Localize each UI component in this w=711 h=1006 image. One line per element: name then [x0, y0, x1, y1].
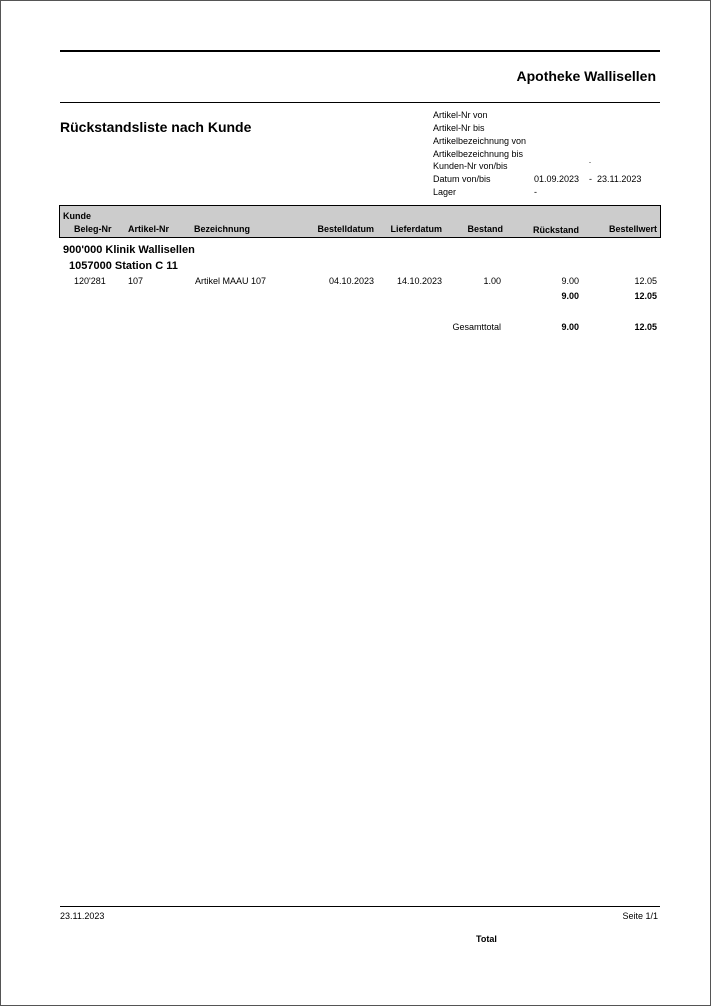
- criteria-label: Kunden-Nr von/bis: [433, 161, 508, 171]
- column-header-bestand: Bestand: [467, 224, 503, 234]
- column-header-beleg: Beleg-Nr: [74, 224, 112, 234]
- subtotal-bestellwert: 12.05: [634, 291, 657, 301]
- criteria-label: Artikel-Nr von: [433, 110, 488, 120]
- subtotal-rueckstand: 9.00: [561, 291, 579, 301]
- grand-total-rueckstand: 9.00: [561, 322, 579, 332]
- grand-total-bestellwert: 12.05: [634, 322, 657, 332]
- criteria-label: Datum von/bis: [433, 174, 491, 184]
- column-header-kunde: Kunde: [63, 211, 91, 221]
- column-header-lieferdatum: Lieferdatum: [390, 224, 442, 234]
- column-header-bestellwert: Bestellwert: [608, 224, 657, 234]
- report-title: Rückstandsliste nach Kunde: [60, 119, 252, 135]
- column-header-bezeichnung: Bezeichnung: [194, 224, 251, 234]
- lager-value: -: [534, 187, 537, 197]
- company-name: Apotheke Wallisellen: [516, 68, 656, 84]
- column-header-artikel: Artikel-Nr: [128, 224, 170, 234]
- kunden-separator: -: [589, 160, 591, 166]
- footer-date: 23.11.2023: [60, 911, 105, 921]
- cell-bezeichnung: Artikel MAAU 107: [195, 276, 267, 286]
- footer-total-label: Total: [476, 934, 497, 944]
- datum-separator: -: [589, 174, 592, 184]
- cell-lieferdatum: 14.10.2023: [396, 276, 442, 286]
- cell-artikel: 107: [128, 276, 144, 286]
- datum-to-value: 23.11.2023: [597, 174, 642, 184]
- station-group-header: 1057000 Station C 11: [69, 260, 178, 272]
- customer-group-header: 900'000 Klinik Wallisellen: [63, 244, 195, 256]
- datum-from-value: 01.09.2023: [534, 174, 580, 184]
- footer-rule: [60, 906, 660, 907]
- criteria-label: Artikel-Nr bis: [433, 123, 485, 133]
- cell-bestellwert: 12.05: [634, 276, 657, 286]
- criteria-label: Artikelbezeichnung bis: [433, 149, 524, 159]
- column-header-bestelldatum: Bestelldatum: [317, 224, 374, 234]
- header-bottom-rule: [60, 102, 660, 103]
- cell-bestelldatum: 04.10.2023: [328, 276, 374, 286]
- cell-beleg: 120'281: [74, 276, 106, 286]
- cell-rueckstand: 9.00: [561, 276, 579, 286]
- header-top-rule: [60, 50, 660, 52]
- criteria-label: Lager: [433, 187, 457, 197]
- grand-total-label: Gesamttotal: [452, 322, 501, 332]
- cell-bestand: 1.00: [483, 276, 501, 286]
- criteria-label: Artikelbezeichnung von: [433, 136, 527, 146]
- footer-page-number: Seite 1/1: [622, 911, 658, 921]
- column-header-rueckstand: Rückstand: [532, 225, 579, 235]
